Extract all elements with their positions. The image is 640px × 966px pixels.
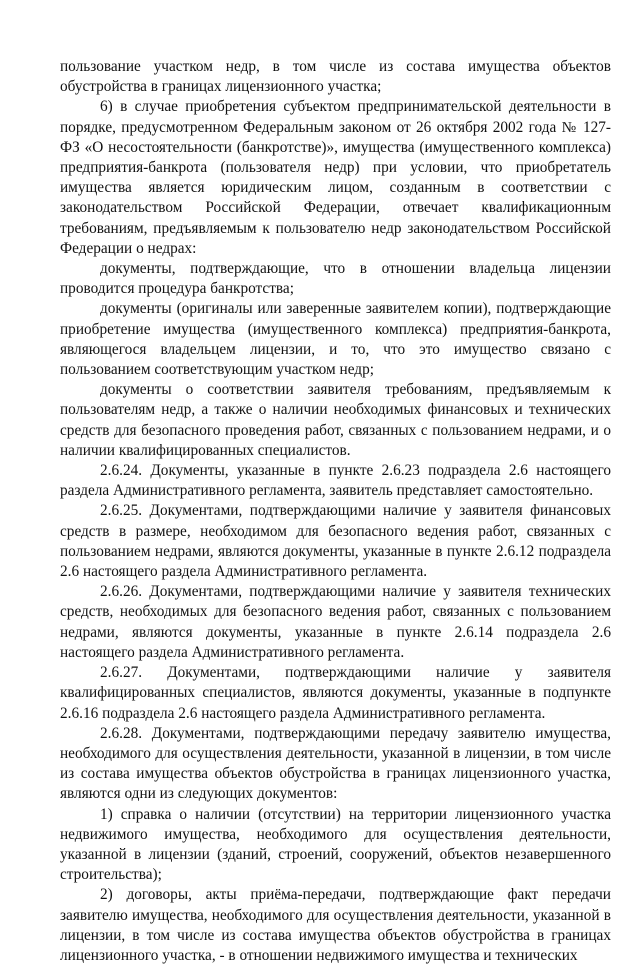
paragraph-9: 2.6.27. Документами, подтверждающими наличие у заявителя квалифицированных специалистов, являются документы, указанные в подпункте 2.6.16 подраздела 2.6 настоящего раздела Административного регламента. [60, 664, 611, 722]
paragraph-4: документы (оригиналы или заверенные заявителем копии), подтверждающие приобретение имущества (имущественного комплекса) предприятия-банкрота, являющегося владельцем лицензии, и то, что это имущество связано с пользованием соответствующим участком недр; [60, 300, 611, 379]
paragraph-11: 1) справка о наличии (отсутствии) на территории лицензионного участка недвижимого имущества, необходимого для осуществления деятельности, указанной в лицензии (зданий, строений, сооружений, объектов незавершенного строительства); [60, 805, 611, 884]
paragraph-8: 2.6.26. Документами, подтверждающими наличие у заявителя технических средств, необходимых для безопасного ведения работ, связанных с пользованием недрами, являются документы, указанные в пункте 2.6.14 подраздела 2.6 настоящего раздела Административного регламента. [60, 583, 611, 661]
document-page [60, 57, 611, 966]
paragraph-5: документы о соответствии заявителя требованиям, предъявляемым к пользователям недр, а также о наличии необходимых финансовых и технических средств для безопасного проведения работ, связанных с пользованием недрами, и о наличии квалифицированных специалистов. [60, 381, 611, 459]
paragraph-2: 6) в случае приобретения субъектом предпринимательской деятельности в порядке, предусмотренном Федеральным законом от 26 октября 2002 года № 127-ФЗ «О несостоятельности (банкротстве)», имущества (имущественного комплекса) предприятия-банкрота (пользователя недр) при условии, что приобретатель имущества является юридическим лицом, созданным в соответствии с законодательством Российской Федерации, отвечает квалификационным требованиям, предъявляемым к пользователю недр законодательством Российской Федерации о недрах: [60, 98, 611, 257]
paragraph-6: 2.6.24. Документы, указанные в пункте 2.6.23 подраздела 2.6 настоящего раздела Административного регламента, заявитель представляет самостоятельно. [60, 462, 611, 500]
paragraph-12: 2) договоры, акты приёма-передачи, подтверждающие факт передачи заявителю имущества, необходимого для осуществления деятельности, указанной в лицензии, в том числе из состава имущества объектов обустройства в границах лицензионного участка, - в отношении недвижимого имущества и технических [60, 886, 611, 964]
paragraph-3: документы, подтверждающие, что в отношении владельца лицензии проводится процедура банкротства; [60, 260, 611, 298]
paragraph-10: 2.6.28. Документами, подтверждающими передачу заявителю имущества, необходимого для осуществления деятельности, указанной в лицензии, в том числе из состава имущества объектов обустройства в границах лицензионного участка, являются одни из следующих документов: [60, 724, 611, 803]
paragraph-1: пользование участком недр, в том числе из состава имущества объектов обустройства в границах лицензионного участка; [60, 58, 611, 96]
paragraph-7: 2.6.25. Документами, подтверждающими наличие у заявителя финансовых средств в размере, необходимом для безопасного ведения работ, связанных с пользованием недрами, являются документы, указанные в пункте 2.6.12 подраздела 2.6 настоящего раздела Административного регламента. [60, 502, 611, 581]
